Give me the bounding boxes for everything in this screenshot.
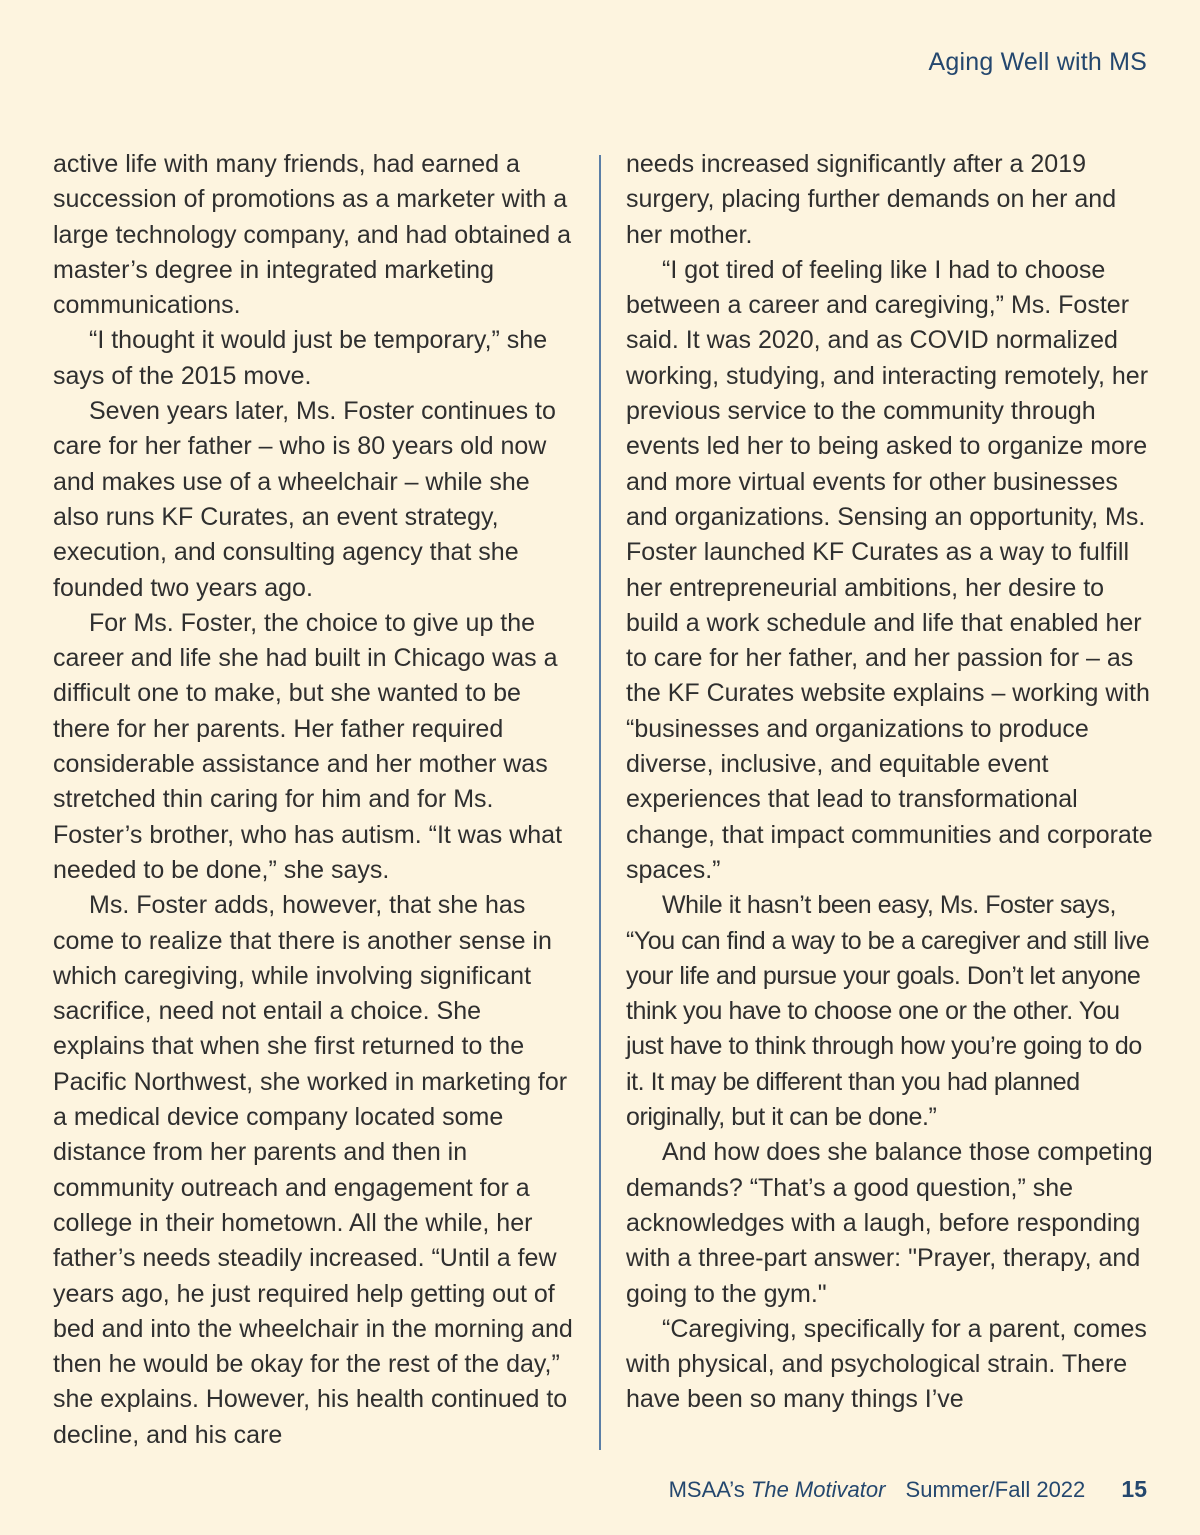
paragraph: For Ms. Foster, the choice to give up the career and life she had built in Chicago was a difficult one to make, but she wanted to be there for her parents. Her father required considerable assistance and her mother was stretched thin caring for him and for Ms. Foster’s brother, who has autism. “It was what needed to be done,” she says. xyxy=(53,608,563,884)
paragraph: active life with many friends, had earned a succession of promotions as a marketer with a large technology company, and had obtained a master’s degree in integrated marketing communications. xyxy=(53,150,571,320)
paragraph: “Caregiving, specifically for a parent, comes with physical, and psychological strain. There have been so many things I’ve xyxy=(626,1314,1147,1414)
page-footer xyxy=(669,1476,1147,1503)
page-number: 15 xyxy=(1121,1476,1147,1502)
paragraph: “I got tired of feeling like I had to choose between a career and caregiving,” Ms. Foster said. It was 2020, and as COVID normalized working, studying, and interacting remotely, her previous service to the community through events led her to being asked to organize more and more virtual events for other businesses and organizations. Sensing an opportunity, Ms. Foster launched KF Curates as a way to fulfill her entrepreneurial ambitions, her desire to build a work schedule and life that enabled her to care for her father, and her passion for – as the KF Curates website explains – working with “businesses and organizations to produce diverse, inclusive, and equitable event experiences that lead to transformational change, that impact communities and corporate spaces.” xyxy=(626,255,1153,884)
right-column xyxy=(626,147,1156,1418)
paragraph: Ms. Foster adds, however, that she has come to realize that there is another sense in which caregiving, while involving significant sacrifice, need not entail a choice. She explains that when she first returned to the Pacific Northwest, she worked in marketing for a medical device company located some distance from her parents and then in community outreach and engagement for a college in their hometown. All the while, her father’s needs steadily increased. “Until a few years ago, he just required help getting out of bed and into the wheelchair in the morning and then he would be okay for the rest of the day,” she explains. However, his health continued to decline, and his care xyxy=(53,891,573,1449)
paragraph: And how does she balance those competing demands? “That’s a good question,” she acknowledges with a laugh, before responding with a three-part answer: "Prayer, therapy, and going to the gym." xyxy=(626,1138,1153,1308)
publisher-name: MSAA’s xyxy=(668,1477,745,1502)
column-divider xyxy=(599,155,601,1450)
paragraph: needs increased significantly after a 2019 surgery, placing further demands on her and her mother. xyxy=(626,150,1117,249)
paragraph: “I thought it would just be temporary,” she says of the 2015 move. xyxy=(53,326,548,390)
left-column xyxy=(53,147,578,1453)
magazine-title: The Motivator xyxy=(750,1477,886,1502)
paragraph: While it hasn’t been easy, Ms. Foster says, “You can find a way to be a caregiver and still live your life and pursue your goals. Don’t let anyone think you have to choose one or the other. You just have to think through how you’re going to do it. It may be different than you had planned originally, but it can be done.” xyxy=(626,891,1150,1132)
section-title: Aging Well with MS xyxy=(928,48,1147,76)
paragraph: Seven years later, Ms. Foster continues to care for her father – who is 80 years old now and makes use of a wheelchair – while she also runs KF Curates, an event strategy, execution, and consulting agency that she founded two years ago. xyxy=(53,397,556,602)
issue-date: Summer/Fall 2022 xyxy=(905,1477,1086,1502)
